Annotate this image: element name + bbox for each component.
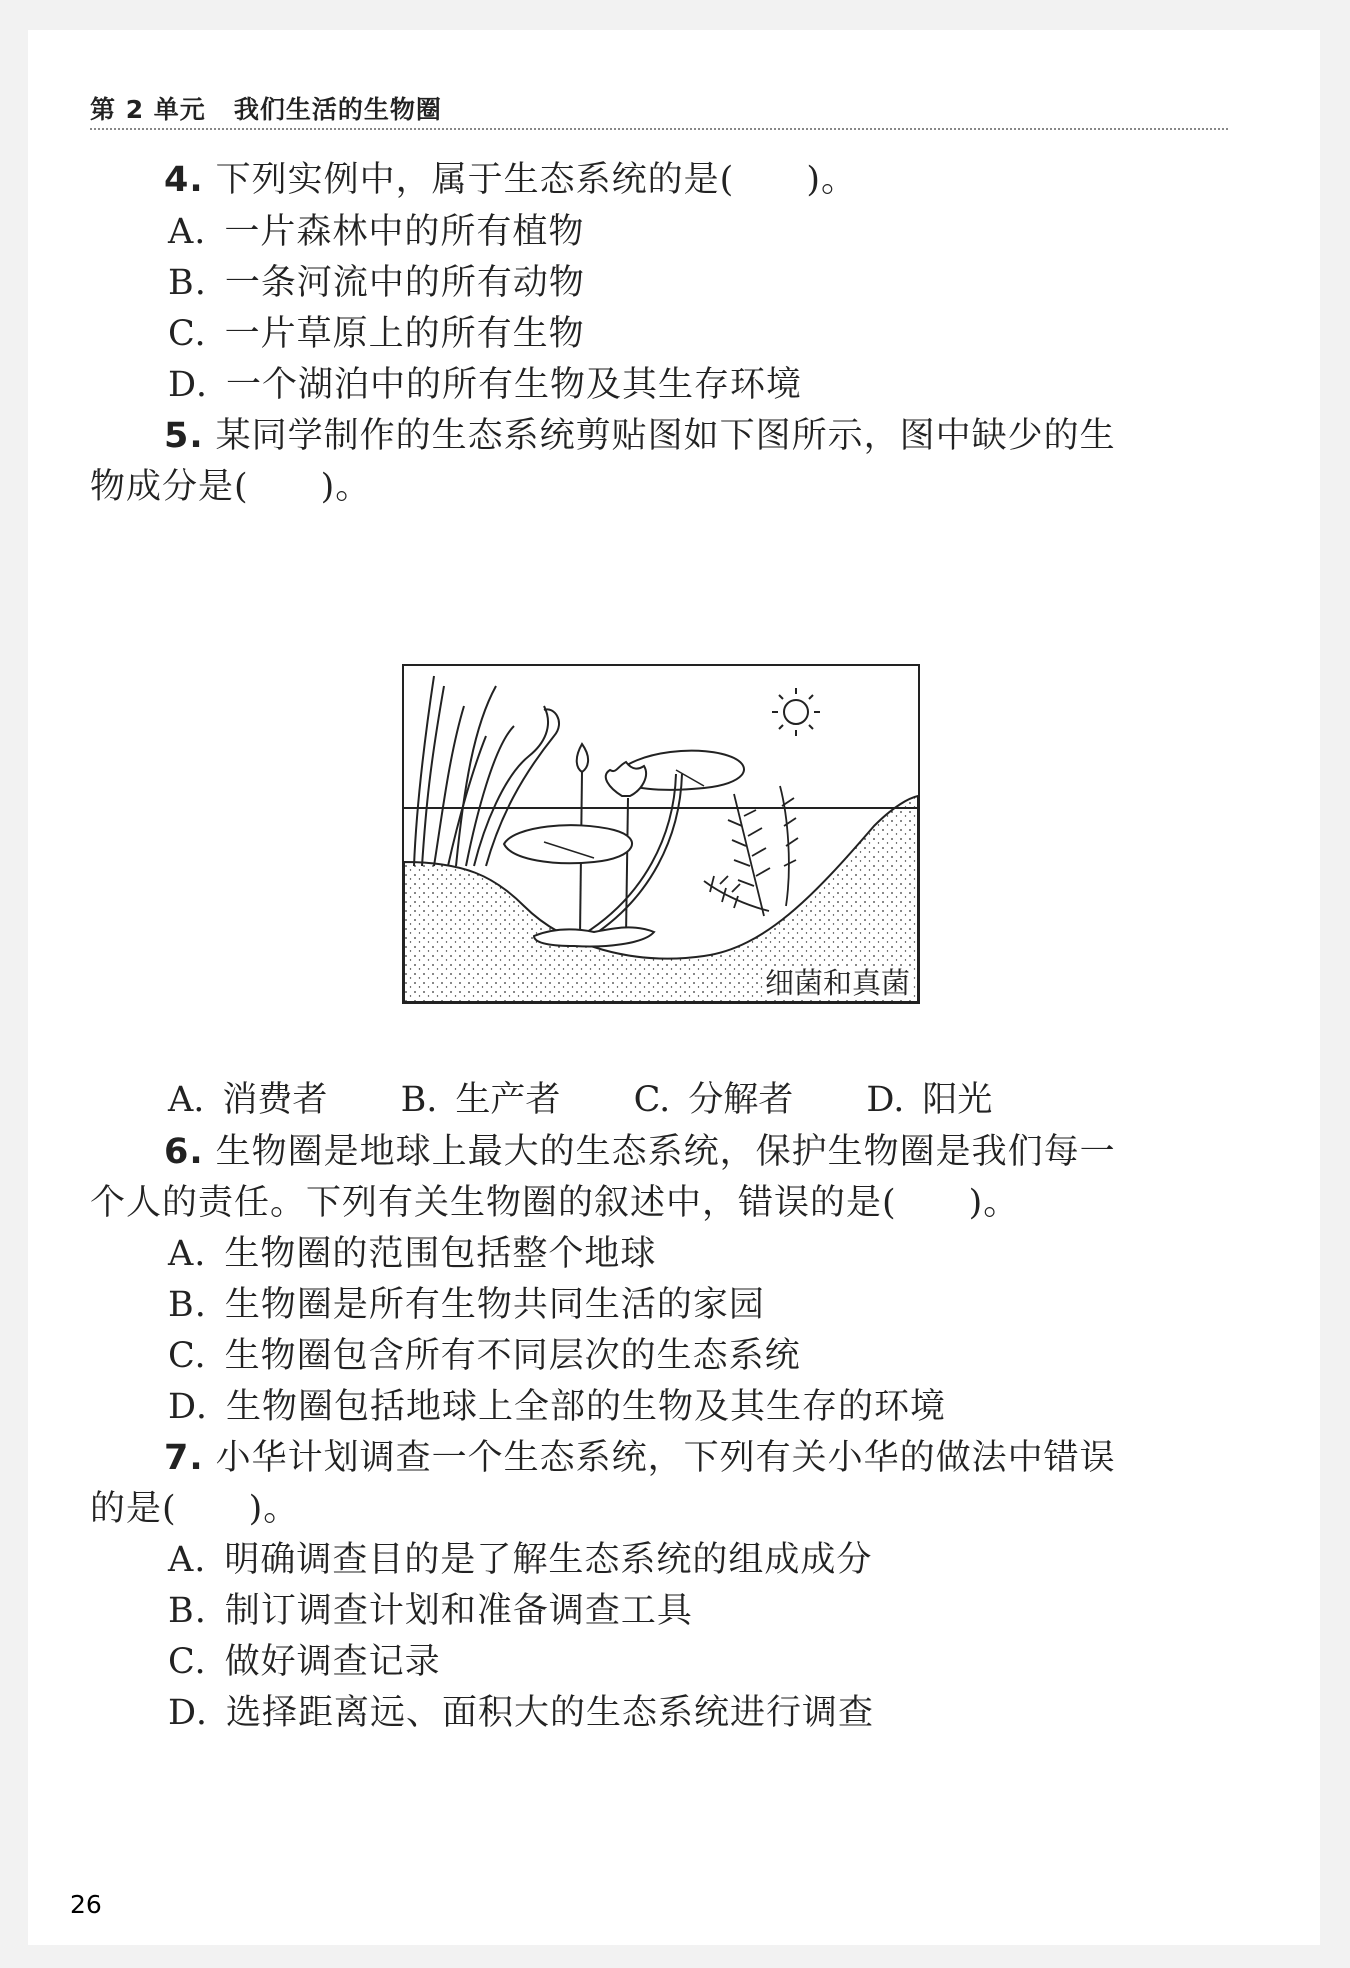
- question-4-option-d: [168, 365, 802, 405]
- question-4-option-b: [168, 263, 585, 303]
- option-text: 生物圈是所有生物共同生活的家园: [224, 1285, 765, 1325]
- header-divider: [90, 128, 1228, 130]
- option-text: 制订调查计划和准备调查工具: [224, 1591, 693, 1631]
- question-5-stem-continued: [90, 467, 371, 507]
- sun-icon: [772, 688, 820, 736]
- option-label: B.: [168, 1285, 207, 1325]
- page-number: 26: [70, 1890, 102, 1919]
- textbook-page: [28, 30, 1320, 1945]
- option-text: 生产者: [455, 1080, 561, 1120]
- question-text: 物成分是( )。: [90, 467, 372, 507]
- option-label: A.: [168, 1234, 207, 1274]
- option-text: 做好调查记录: [224, 1642, 441, 1682]
- question-5-options: [168, 1080, 1054, 1120]
- question-6-option-a: [168, 1234, 656, 1274]
- question-7-option-a: [168, 1540, 872, 1580]
- pond-ecosystem-illustration: [404, 666, 918, 1002]
- option-label: D.: [168, 1387, 208, 1427]
- option-text: 生物圈包括地球上全部的生物及其生存的环境: [225, 1387, 946, 1427]
- question-7-stem-continued: [90, 1489, 299, 1529]
- question-6-option-b: [168, 1285, 765, 1325]
- ecosystem-figure: [402, 664, 920, 1004]
- question-6-stem-continued: [90, 1183, 1019, 1223]
- question-5-stem: [164, 416, 1116, 456]
- option-label: A.: [168, 212, 207, 252]
- question-5-option-a: [168, 1080, 327, 1120]
- option-text: 选择距离远、面积大的生态系统进行调查: [225, 1693, 874, 1733]
- question-6-option-c: [168, 1336, 801, 1376]
- unit-number: 第 2 单元: [90, 95, 206, 124]
- question-7-option-d: [168, 1693, 874, 1733]
- option-label: A.: [168, 1080, 205, 1120]
- option-label: D.: [866, 1080, 905, 1120]
- question-text: 生物圈是地球上最大的生态系统，保护生物圈是我们每一: [215, 1132, 1116, 1172]
- option-text: 明确调查目的是了解生态系统的组成成分: [224, 1540, 873, 1580]
- question-4-option-c: [168, 314, 585, 354]
- question-text: 小华计划调查一个生态系统，下列有关小华的做法中错误: [215, 1438, 1116, 1478]
- question-5-option-c: [634, 1080, 794, 1120]
- question-4-stem: [164, 160, 857, 200]
- figure-label: 细菌和真菌: [764, 966, 910, 1000]
- option-text: 分解者: [688, 1080, 794, 1120]
- question-number: 6.: [164, 1132, 204, 1172]
- option-text: 阳光: [922, 1080, 993, 1120]
- option-text: 一个湖泊中的所有生物及其生存环境: [225, 365, 802, 405]
- question-7-stem: [164, 1438, 1116, 1478]
- option-label: B.: [400, 1080, 438, 1120]
- question-text: 的是( )。: [90, 1489, 300, 1529]
- question-number: 4.: [164, 160, 204, 200]
- question-7-option-c: [168, 1642, 441, 1682]
- question-6-stem: [164, 1132, 1116, 1172]
- question-4-option-a: [168, 212, 584, 252]
- option-label: D.: [168, 1693, 208, 1733]
- question-text: 某同学制作的生态系统剪贴图如下图所示，图中缺少的生: [215, 416, 1116, 456]
- option-text: 一片森林中的所有植物: [224, 212, 585, 252]
- question-5-option-d: [866, 1080, 992, 1120]
- question-5-option-b: [401, 1080, 561, 1120]
- option-text: 一条河流中的所有动物: [224, 263, 585, 303]
- option-label: A.: [168, 1540, 207, 1580]
- option-text: 生物圈包含所有不同层次的生态系统: [224, 1336, 801, 1376]
- option-label: D.: [168, 365, 208, 405]
- option-label: C.: [168, 1642, 207, 1682]
- option-label: B.: [168, 1591, 207, 1631]
- question-text: 下列实例中，属于生态系统的是( )。: [215, 160, 857, 200]
- option-label: B.: [168, 263, 207, 303]
- option-label: C.: [633, 1080, 671, 1120]
- option-text: 一片草原上的所有生物: [224, 314, 585, 354]
- unit-header: [90, 90, 1228, 126]
- option-text: 消费者: [222, 1080, 328, 1120]
- question-text: 个人的责任。下列有关生物圈的叙述中，错误的是( )。: [90, 1183, 1020, 1223]
- unit-title: 我们生活的生物圈: [233, 95, 442, 124]
- question-7-option-b: [168, 1591, 693, 1631]
- question-number: 5.: [164, 416, 204, 456]
- question-number: 7.: [164, 1438, 204, 1478]
- option-text: 生物圈的范围包括整个地球: [224, 1234, 657, 1274]
- option-label: C.: [168, 314, 207, 354]
- question-6-option-d: [168, 1387, 946, 1427]
- option-label: C.: [168, 1336, 207, 1376]
